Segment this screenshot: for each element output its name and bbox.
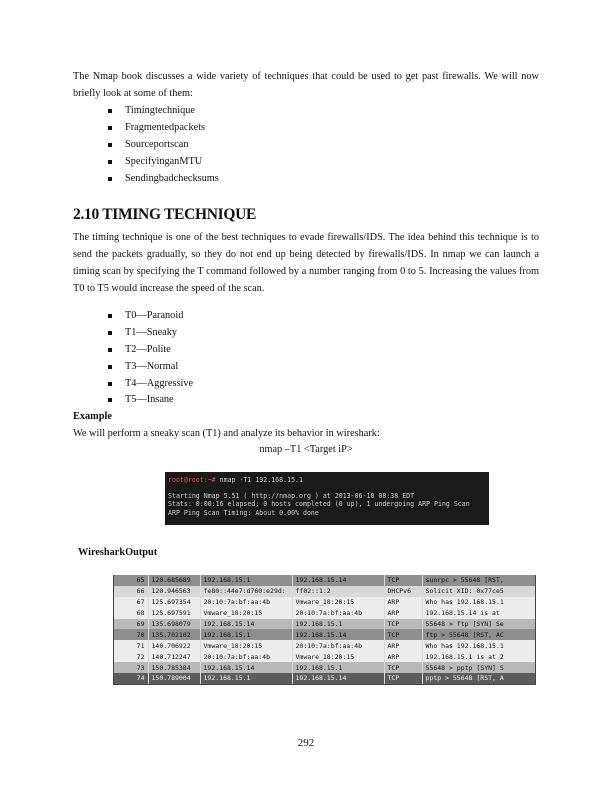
table-row[interactable] (114, 586, 535, 597)
terminal-prompt-line (168, 476, 489, 485)
list-item: Fragmentedpackets (108, 120, 219, 137)
bullet-icon (108, 143, 112, 147)
packet-info-cell: 192.168.15.1 is at 2 (422, 651, 535, 662)
timing-mode-list (108, 308, 193, 409)
packet-dst-cell: 20:10:7a:bf:aa:4b (292, 640, 384, 651)
packet-time-cell: 150.785384 (148, 662, 200, 673)
example-text: We will perform a sneaky scan (T1) and analyze its behavior in wireshark: (73, 428, 380, 439)
page-number: 292 (297, 737, 315, 749)
packet-proto-cell: ARP (384, 640, 422, 651)
table-row[interactable] (114, 640, 535, 651)
packet-dst-cell: 192.168.15.14 (292, 629, 384, 640)
packet-src-cell: 20:10:7a:bf:aa:4b (200, 651, 292, 662)
packet-dst-cell: Vmware_18:20:15 (292, 651, 384, 662)
list-item: T4—Aggressive (108, 376, 193, 393)
packet-proto-cell: TCP (384, 575, 422, 586)
packet-no-cell: 65 (136, 576, 145, 585)
command-line: nmap –T1 <Target iP> (259, 444, 353, 455)
list-item: Timingtechnique (108, 103, 219, 120)
wireshark-label: WiresharkOutput (78, 547, 158, 558)
packet-dst-cell: 192.168.15.14 (292, 673, 384, 684)
packet-table (114, 575, 535, 684)
list-item: T2—Polite (108, 342, 193, 359)
table-row[interactable] (114, 673, 535, 684)
packet-info-cell: 55648 > pptp [SYN] S (422, 662, 535, 673)
packet-table-body (114, 575, 535, 684)
bullet-icon (108, 160, 112, 164)
packet-time-cell: 135.698079 (148, 619, 200, 630)
packet-time-cell: 125.697354 (148, 597, 200, 608)
packet-proto-cell: TCP (384, 619, 422, 630)
packet-proto-cell: DHCPv6 (384, 586, 422, 597)
packet-no-cell: 66 (136, 587, 145, 596)
packet-time-cell: 140.712247 (148, 651, 200, 662)
packet-src-cell: 192.168.15.14 (200, 662, 292, 673)
packet-info-cell: sunrpc > 55648 [RST, (422, 575, 535, 586)
list-item: SpecifyinganMTU (108, 154, 219, 171)
packet-src-cell: 20:10:7a:bf:aa:4b (200, 597, 292, 608)
packet-no-cell: 74 (136, 674, 145, 683)
terminal-command: nmap -T1 192.168.15.1 (215, 476, 303, 484)
list-item: T1—Sneaky (108, 325, 193, 342)
list-item: T5—Insane (108, 392, 193, 409)
packet-proto-cell: ARP (384, 651, 422, 662)
packet-time-cell: 140.706922 (148, 640, 200, 651)
packet-no-cell: 69 (136, 620, 145, 628)
bullet-icon (108, 177, 112, 181)
packet-proto-cell: ARP (384, 597, 422, 608)
terminal-prompt: root@root:~# (168, 476, 216, 484)
packet-src-cell: fe80::44e7:d760:e29d: (200, 586, 292, 597)
packet-src-cell: 192.168.15.1 (200, 629, 292, 640)
packet-no-cell: 71 (136, 641, 145, 650)
packet-time-cell: 150.789004 (148, 673, 200, 684)
packet-dst-cell: 192.168.15.14 (292, 575, 384, 586)
packet-src-cell: 192.168.15.1 (200, 575, 292, 586)
table-row[interactable] (114, 597, 535, 608)
packet-dst-cell: ff02::1:2 (292, 586, 384, 597)
table-row[interactable] (114, 619, 535, 630)
terminal-output-line: Starting Nmap 5.51 ( http://nmap.org ) at 2013-06-10 08:38 EDT (168, 491, 415, 500)
packet-no-cell: 68 (136, 609, 145, 618)
packet-proto-cell: TCP (384, 673, 422, 684)
packet-no-cell: 70 (136, 630, 145, 639)
bullet-icon (108, 109, 112, 113)
packet-dst-cell: 20:10:7a:bf:aa:4b (292, 608, 384, 619)
table-row[interactable] (114, 651, 535, 662)
table-row[interactable] (114, 608, 535, 619)
packet-dst-cell: 192.168.15.1 (292, 662, 384, 673)
packet-proto-cell: TCP (384, 629, 422, 640)
terminal-output-line: ARP Ping Scan Timing: About 0.00% done (168, 508, 319, 517)
bullet-icon (108, 126, 112, 130)
table-row[interactable] (114, 662, 535, 673)
packet-dst-cell: Vmware_18:20:15 (292, 597, 384, 608)
packet-no-cell: 72 (136, 652, 145, 661)
table-row[interactable] (114, 575, 535, 586)
table-row[interactable] (114, 629, 535, 640)
packet-proto-cell: ARP (384, 608, 422, 619)
packet-info-cell: Who has 192.168.15.1 (422, 640, 535, 651)
packet-info-cell: pptp > 55648 [RST, A (422, 673, 535, 684)
packet-info-cell: 192.168.15.14 is at (422, 608, 535, 619)
technique-list (108, 103, 219, 187)
packet-src-cell: Vmware_18:20:15 (200, 608, 292, 619)
bullet-icon (108, 398, 112, 402)
packet-info-cell: Who has 192.168.15.1 (422, 597, 535, 608)
bullet-icon (108, 348, 112, 352)
packet-no-cell: 73 (136, 663, 145, 672)
bullet-icon (108, 382, 112, 386)
terminal-screenshot (165, 472, 489, 525)
list-item: Sourceportscan (108, 137, 219, 154)
bullet-icon (108, 331, 112, 335)
packet-src-cell: Vmware_18:20:15 (200, 640, 292, 651)
list-item: T3—Normal (108, 359, 193, 376)
packet-time-cell: 120.685689 (148, 575, 200, 586)
packet-time-cell: 120.946563 (148, 586, 200, 597)
packet-time-cell: 125.697591 (148, 608, 200, 619)
packet-info-cell: Solicit XID: 0x77ce5 (422, 586, 535, 597)
bullet-icon (108, 365, 112, 369)
example-label: Example (73, 411, 112, 422)
packet-proto-cell: TCP (384, 662, 422, 673)
packet-info-cell: 55648 > ftp [SYN] Se (422, 619, 535, 630)
packet-dst-cell: 192.168.15.1 (292, 619, 384, 630)
packet-info-cell: ftp > 55648 [RST, AC (422, 629, 535, 640)
section-heading: 2.10 TIMING TECHNIQUE (73, 206, 257, 223)
wireshark-packet-list (113, 575, 536, 685)
terminal-output-line: Stats: 0:00:16 elapsed; 0 hosts completed (0 up), 1 undergoing ARP Ping Scan (168, 500, 470, 509)
list-item: Sendingbadchecksums (108, 171, 219, 188)
section-body: The timing technique is one of the best techniques to evade firewalls/IDS. The idea behind this technique is to send the packets gradually, so they do not end up being detected by firewalls/IDS. In nmap we can launch a timing scan by specifying the T command followed by a number ranging from 0 to 5. Increasing the values from T0 to T5 would increase the speed of the scan. (73, 232, 539, 294)
packet-src-cell: 192.168.15.1 (200, 673, 292, 684)
packet-time-cell: 135.702102 (148, 629, 200, 640)
terminal-spacer (168, 485, 489, 492)
bullet-icon (108, 314, 112, 318)
packet-src-cell: 192.168.15.14 (200, 619, 292, 630)
packet-no-cell: 67 (136, 598, 145, 607)
list-item: T0—Paranoid (108, 308, 193, 325)
intro-paragraph: The Nmap book discusses a wide variety of techniques that could be used to get past firewalls. We will now briefly look at some of them: (73, 71, 539, 99)
